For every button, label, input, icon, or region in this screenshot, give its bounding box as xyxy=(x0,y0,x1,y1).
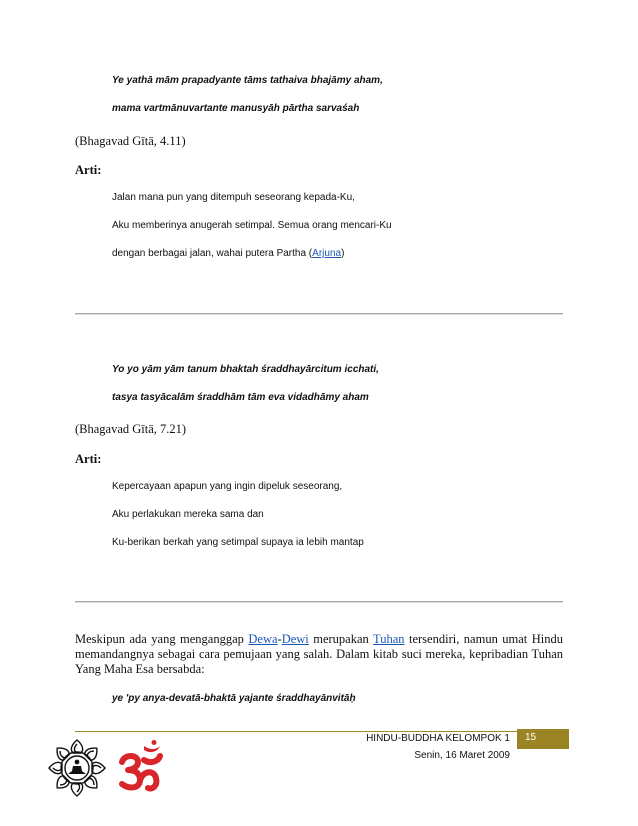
verse-citation: (Bhagavad Gītā, 7.21) xyxy=(75,422,187,436)
footer-divider xyxy=(75,731,517,732)
translation-line: Aku memberinya anugerah setimpal. Semua orang mencari-Ku xyxy=(112,220,392,231)
om-symbol-icon xyxy=(114,740,168,796)
paragraph-text: tersendiri, namun umat Hindu memandangnya sebagai cara pemujaan yang salah. Dalam kitab suci mereka, kepribadian Tuhan Yang Maha Esa bersabda: xyxy=(75,632,563,676)
translation-text: dengan berbagai jalan, wahai putera Partha ( xyxy=(112,248,313,259)
dewa-link[interactable]: Dewa xyxy=(248,632,278,646)
translation-line: Ku-berikan berkah yang setimpal supaya ia lebih mantap xyxy=(112,537,364,548)
horizontal-rule xyxy=(75,601,563,603)
paragraph-text: - xyxy=(277,632,282,646)
body-paragraph xyxy=(75,632,563,677)
translation-line: Kepercayaan apapun yang ingin dipeluk seseorang, xyxy=(112,481,343,492)
arjuna-link[interactable]: Arjuna xyxy=(312,248,342,259)
arti-label: Arti: xyxy=(75,163,102,177)
tuhan-link[interactable]: Tuhan xyxy=(373,632,405,646)
verse-line: Ye yathā mām prapadyante tāms tathaiva bhajāmy aham, xyxy=(112,75,383,86)
arti-label: Arti: xyxy=(75,452,102,466)
verse-line: mama vartmānuvartante manusyāh pārtha sarvaśah xyxy=(112,103,360,114)
page-number: 15 xyxy=(517,729,569,749)
footer-title: HINDU-BUDDHA KELOMPOK 1 xyxy=(366,733,510,744)
verse-line: tasya tasyācalām śraddhām tām eva vidadhāmy aham xyxy=(112,392,369,403)
horizontal-rule xyxy=(75,313,563,315)
verse-line: Yo yo yām yām tanum bhaktah śraddhayārcitum icchati, xyxy=(112,364,379,375)
translation-text: ) xyxy=(341,248,345,259)
dewi-link[interactable]: Dewi xyxy=(281,632,309,646)
translation-line: Aku perlakukan mereka sama dan xyxy=(112,509,264,520)
verse-citation: (Bhagavad Gītā, 4.11) xyxy=(75,134,186,148)
lotus-meditation-emblem-icon xyxy=(46,737,108,799)
footer-date: Senin, 16 Maret 2009 xyxy=(414,750,510,761)
paragraph-text: merupakan xyxy=(308,632,374,646)
verse-line: ye 'py anya-devatā-bhaktā yajante śraddhayānvitāḥ xyxy=(112,693,356,704)
translation-line xyxy=(112,248,344,259)
paragraph-text: Meskipun ada yang menganggap xyxy=(75,632,249,646)
translation-line: Jalan mana pun yang ditempuh seseorang kepada-Ku, xyxy=(112,192,355,203)
